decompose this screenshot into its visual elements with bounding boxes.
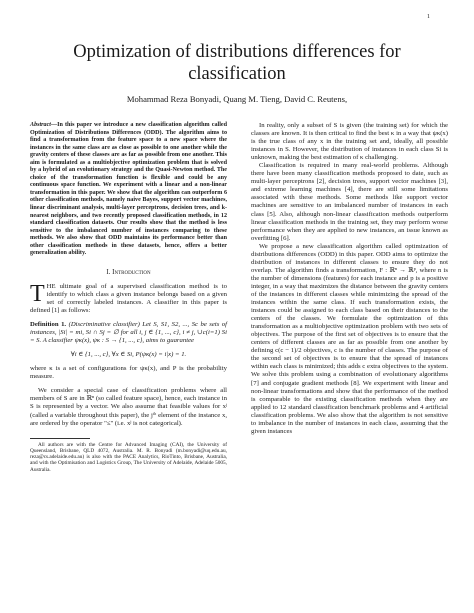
section-heading-introduction: I. Introduction [106,268,151,276]
abstract-text: —In this paper we introduce a new classification algorithm called Optimization of Distributions Differences (ODD). The algorithm aims to find a transformation from the feature space to a new space where the instances in the same class are as close as possible to one another while the gravity centers of these classes are as far as possible from one another. This aim is formulated as a multiobjective optimization problem that is solved by a hybrid of an evolutionary strategy and the Quasi-Newton method. The choice of the transformation function is flexible and could be any continuous space function. We experiment with a linear and a non-linear transformation in this paper. We show that the algorithm can outperform 6 other classification methods, namely naive Bayes, support vector machines, linear discriminant analysis, multi-layer perceptrons, decision trees, and k-nearest neighbors, and two recently proposed classification methods, in 12 standard classification datasets. Our results show that the method is less sensitive to the imbalanced number of instances comparing to these methods. We also show that ODD maintains its performance better than other classification methods in these datasets, hence, offers a better generalization ability. [30,122,227,257]
intro-paragraph-3: In reality, only a subset of S is given (the training set) for which the classes are known. It is then critical to find the best κ in a way that ψκ(x) is the true class of any x in the training set and, ideally, all possible instances in S. However, the distribution of instances in each class Si is unknown, making the best estimation of κ challenging. [251,122,448,162]
equation-1: ∀i ∈ {1, ..., c}, ∀x ∈ Si, P(ψκ(x) = i|x) = 1. [70,351,187,359]
author-footnote: All authors are with the Centre for Advanced Imaging (CAI), the University of Queensland, Brisbane, QLD 4072, Australia. M. R. Bonyadi (m.bonyadi@uq.edu.au, reza@cs.adelaide.edu.au) is also with the PACE Analytics, RioTinto, Brisbane, Australia, and with the Optimisation and Logistics Group, The University of Adelaide, Adelaide 5005, Australia. [30,441,227,473]
intro-paragraph-4: Classification is required in many real-world problems. Although there have been many classification methods proposed to date, such as multi-layer perceptrons [2], decision trees, support vector machines [3], and extreme learning machines [4], there are still some limitations associated with these methods. Some methods like support vector machines are sensitive to an imbalanced number of instances in each class [5]. Also, although non-linear classification methods outperform linear classification methods in the training set, they may perform worse performance when they are applied to new instances, an issue known as overfitting [6]. [251,162,448,242]
definition-label: Definition 1. [30,321,67,329]
right-column [251,122,448,436]
left-column [30,122,227,473]
definition-body: (Discriminative classifier) Let S, S1, S2, ..., Sc be sets of instances, |Si| = mi, Si ∩ Sj = ∅ for all i, j ∈ {1, ..., c}, i ≠ j, ∪c(i=1) Si = S. A classifier ψκ(x), ψκ : S → {1, ..., c}, aims to guarantee [30,321,228,345]
definition-followup: where κ is a set of configurations for ψκ(x), and P is the probability measure. [30,365,227,381]
abstract [30,122,227,258]
abstract-label: Abstract [30,122,51,128]
definition-1 [30,321,227,345]
intro-paragraph-1: THE ultimate goal of a supervised classification method is to identify to which class a given instance belongs based on a given set of correctly labeled instances. A classifier in this paper is defined [1] as follows: [30,280,227,315]
footnote-rule [30,438,90,439]
page-number: 1 [427,14,430,20]
intro-paragraph-2: We consider a special case of classification problems where all members of S are in ℝⁿ (so called feature space), hence, each instance in S is represented by a vector. We also assume that feasible values for xʲ (called a variable throughout this paper), the jᵗʰ element of the instance x, are ordered by the operator "≤" (i.e. xʲ is not categorical). [30,387,227,427]
author-list: Mohammad Reza Bonyadi, Quang M. Tieng, David C. Reutens, [126,94,348,104]
intro-paragraph-5: We propose a new classification algorithm called optimization of distributions differences (ODD) in this paper. ODD aims to optimize the distribution of instances in different classes to ensure they do not overlap. The algorithm finds a transformation, F : ℝⁿ → ℝᵖ, where n is the number of dimensions (features) for each instance and p is a positive integer, in a way that maximizes the distance between the gravity centers of the instances in different classes while minimizing the spread of the instances within the same class. If such transformation exists, the instances could be assigned to each class based on their distances to the centers of the classes. We formulate the optimization of this transformation as a multiobjective optimization problem with two sets of objectives. The purpose of the first set of objectives is to ensure that the centers of different classes are as far as possible from one another by defining c(c − 1)/2 objectives, c is the number of classes. The purpose of the second set of objectives is to ensure that the spread of instances within each class is minimized; this adds c extra objectives to the system. We solve this problem using a combination of evolutionary algorithms [7] and conjugate gradient methods [8]. We experiment with linear and non-linear transformations and show that the performance of the method is comparable to the existing classification methods when they are applied to 12 standard classification benchmark problems and 4 artificial classification problems. We also show that the algorithm is not sensitive to imbalance in the number of instances in each class, assuming that the given instances [251,242,448,435]
paper-title: Optimization of distributions differences for classification [73,42,401,84]
